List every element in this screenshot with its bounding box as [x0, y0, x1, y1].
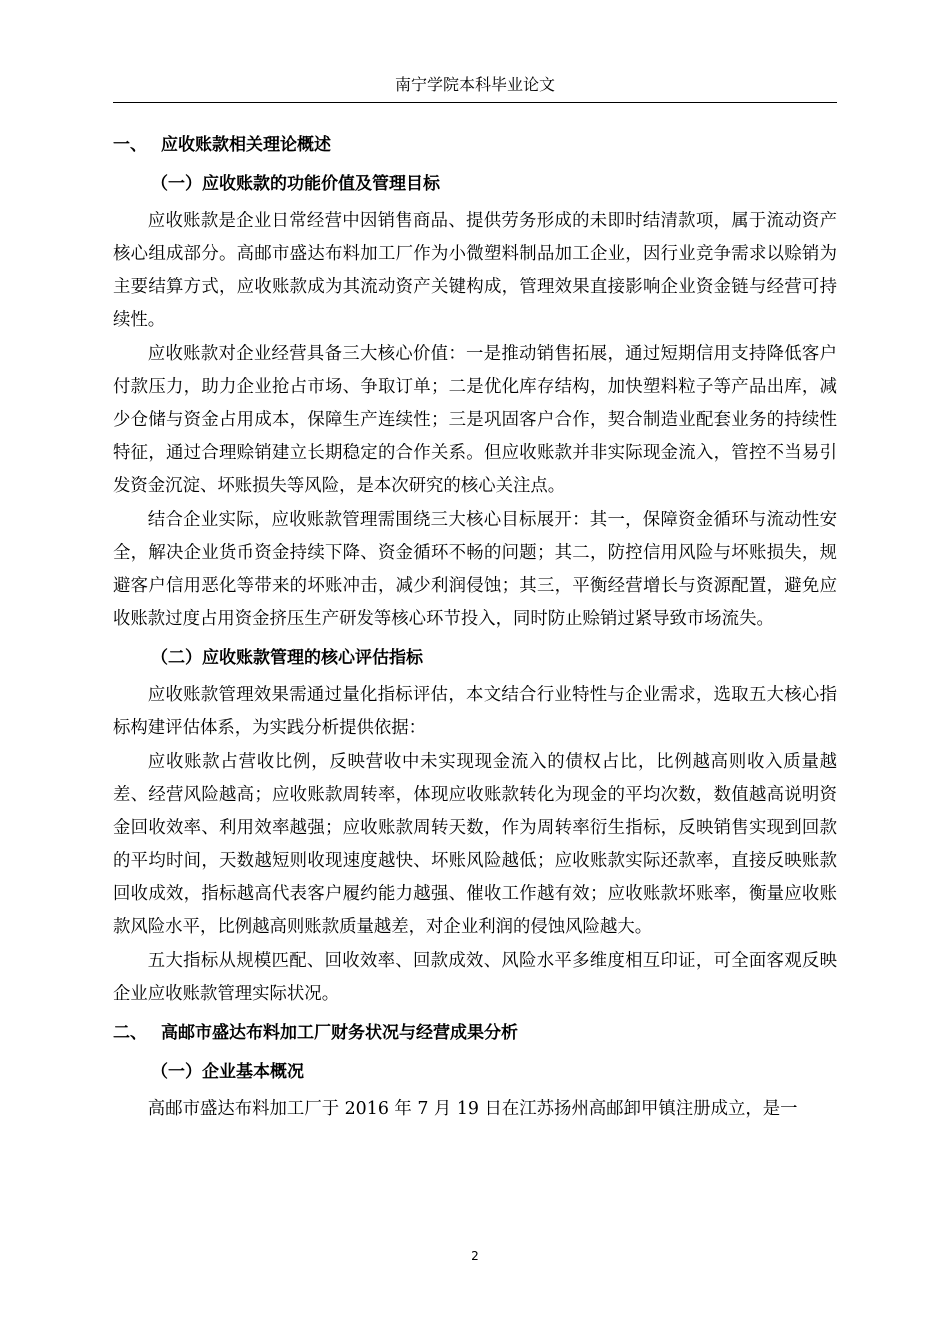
paragraph: 应收账款占营收比例，反映营收中未实现现金流入的债权占比，比例越高则收入质量越差、经营风险越高；应收账款周转率，体现应收账款转化为现金的平均次数，数值越高说明资金回收效率、利用效率越强；应收账款周转天数，作为周转率衍生指标，反映销售实现到回款的平均时间，天数越短则收现速度越快、坏账风险越低；应收账款实际还款率，直接反映账款回收成效，指标越高代表客户履约能力越强、催收工作越有效；应收账款坏账率，衡量应收账款风险水平，比例越高则账款质量越差，对企业利润的侵蚀风险越大。: [113, 752, 837, 937]
section-title: 高邮市盛达布料加工厂财务状况与经营成果分析: [161, 1023, 518, 1043]
paragraph: 高邮市盛达布料加工厂于 2016 年 7 月 19 日在江苏扬州高邮卸甲镇注册成立，是一: [147, 1099, 798, 1119]
paragraph: 结合企业实际，应收账款管理需围绕三大核心目标展开：其一，保障资金循环与流动性安全，解决企业货币资金持续下降、资金循环不畅的问题；其二，防控信用风险与坏账损失，规避客户信用恶化等带来的坏账冲击，减少利润侵蚀；其三，平衡经营增长与资源配置，避免应收账款过度占用资金挤压生产研发等核心环节投入，同时防止赊销过紧导致市场流失。: [113, 510, 837, 629]
section-number: 一、: [113, 135, 147, 155]
section-heading-2: [113, 1015, 837, 1051]
section-title: 应收账款相关理论概述: [161, 135, 331, 155]
section-heading-1: [113, 127, 837, 163]
page-body: [113, 127, 837, 1127]
page-number: 2: [471, 1249, 479, 1263]
paragraph: 应收账款对企业经营具备三大核心价值：一是推动销售拓展，通过短期信用支持降低客户付款压力，助力企业抢占市场、争取订单；二是优化库存结构，加快塑料粒子等产品出库，减少仓储与资金占用成本，保障生产连续性；三是巩固客户合作，契合制造业配套业务的持续性特征，通过合理赊销建立长期稳定的合作关系。但应收账款并非实际现金流入，管控不当易引发资金沉淀、坏账损失等风险，是本次研究的核心关注点。: [113, 344, 837, 496]
section-number: 二、: [113, 1023, 147, 1043]
subsection-heading-1-1: （一）应收账款的功能价值及管理目标: [151, 174, 440, 194]
running-header: 南宁学院本科毕业论文: [394, 75, 555, 94]
subsection-heading-2-1: （一）企业基本概况: [151, 1062, 304, 1082]
paragraph: 应收账款是企业日常经营中因销售商品、提供劳务形成的未即时结清款项，属于流动资产核心组成部分。高邮市盛达布料加工厂作为小微塑料制品加工企业，因行业竞争需求以赊销为主要结算方式，应收账款成为其流动资产关键构成，管理效果直接影响企业资金链与经营可持续性。: [113, 211, 837, 330]
paragraph: 应收账款管理效果需通过量化指标评估，本文结合行业特性与企业需求，选取五大核心指标构建评估体系，为实践分析提供依据：: [113, 685, 837, 738]
subsection-heading-1-2: （二）应收账款管理的核心评估指标: [151, 648, 423, 668]
paragraph: 五大指标从规模匹配、回收效率、回款成效、风险水平多维度相互印证，可全面客观反映企业应收账款管理实际状况。: [113, 951, 837, 1004]
header-rule: [113, 102, 837, 103]
